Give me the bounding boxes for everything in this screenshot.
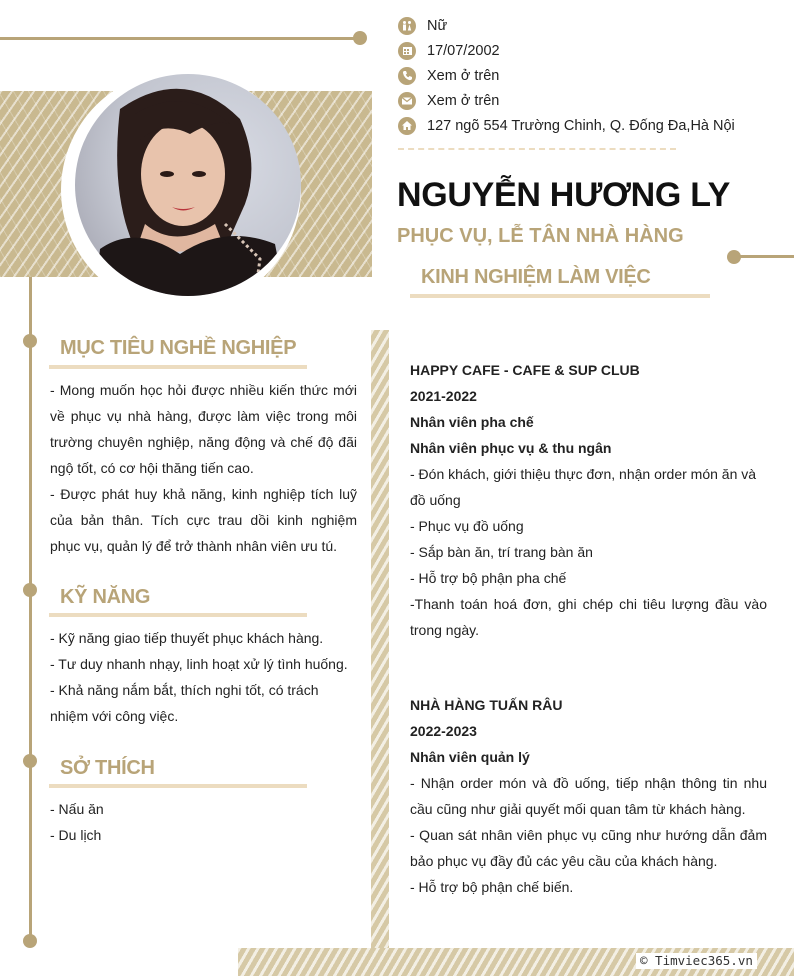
skills-title: KỸ NĂNG (60, 586, 151, 608)
job-company: HAPPY CAFE - CAFE & SUP CLUB (410, 362, 640, 378)
objective-paragraph: - Mong muốn học hỏi được nhiều kiến thức mới về phục vụ nhà hàng, được làm việc trong môi trường chuyên nghiệp, năng động và chế độ đãi ngộ tốt, có cơ hội thăng tiến cao. (50, 382, 357, 476)
hobbies-title: SỞ THÍCH (60, 757, 155, 779)
job-duty: - Phục vụ đồ uống (410, 518, 524, 534)
experience-job (410, 692, 767, 900)
top-left-rule-dot (353, 31, 367, 45)
job-duty: - Đón khách, giới thiệu thực đơn, nhận order món ăn và đồ uống (410, 466, 757, 508)
contact-dob-row (398, 38, 798, 63)
hobbies-title-underline (49, 784, 307, 788)
timeline-dot-objective (23, 334, 37, 348)
experience-title-underline (410, 294, 710, 298)
contact-phone: Xem ở trên (427, 67, 500, 84)
contact-address: 127 ngõ 554 Trường Chinh, Q. Đống Đa,Hà Nội (427, 117, 735, 134)
job-duty: - Hỗ trợ bộ phận pha chế (410, 570, 567, 586)
middle-divider-strip (371, 330, 389, 948)
skills-title-underline (49, 613, 307, 617)
top-left-rule (0, 37, 360, 40)
avatar-photo (75, 74, 301, 296)
contact-email-row (398, 88, 798, 113)
contact-dashed-divider (398, 148, 676, 150)
candidate-name: NGUYỄN HƯƠNG LY (397, 176, 730, 214)
timeline-dot-end (23, 934, 37, 948)
timeline-dot-skills (23, 583, 37, 597)
hobby-item: - Nấu ăn (50, 801, 104, 817)
experience-title: KINH NGHIỆM LÀM VIỆC (421, 266, 651, 288)
calendar-icon (398, 42, 416, 60)
job-period: 2021-2022 (410, 388, 477, 404)
job-period: 2022-2023 (410, 723, 477, 739)
home-icon (398, 117, 416, 135)
timeline-dot-hobbies (23, 754, 37, 768)
hobby-item: - Du lịch (50, 827, 102, 843)
job-duty: - Hỗ trợ bộ phận chế biến. (410, 879, 574, 895)
contact-dob: 17/07/2002 (427, 42, 500, 59)
skills-body (50, 625, 360, 729)
job-company: NHÀ HÀNG TUẤN RÂU (410, 697, 563, 713)
experience-job (410, 357, 767, 643)
objective-body (50, 377, 357, 559)
job-duty: - Nhận order món và đồ uống, tiếp nhận thông tin nhu cầu cũng như giải quyết mối quan tâm từ khách hàng. (410, 775, 767, 817)
job-duty: - Sắp bàn ăn, trí trang bàn ăn (410, 544, 593, 560)
objective-paragraph: - Được phát huy khả năng, kinh nghiệp tích luỹ của bản thân. Tích cực trau dồi kinh nghiệm phục vụ, quản lý để trở thành nhân viên ưu tú. (50, 486, 357, 554)
job-role: Nhân viên pha chế (410, 414, 534, 430)
contact-gender: Nữ (427, 17, 448, 34)
gender-icon (398, 17, 416, 35)
objective-title: MỤC TIÊU NGHỀ NGHIỆP (60, 337, 297, 359)
phone-icon (398, 67, 416, 85)
job-duty: - Quan sát nhân viên phục vụ cũng như hướng dẫn đảm bảo phục vụ đầy đủ các yêu cầu của khách hàng. (410, 827, 767, 869)
skill-item: - Khả năng nắm bắt, thích nghi tốt, có trách nhiệm với công việc. (50, 682, 319, 724)
avatar (61, 70, 301, 310)
skill-item: - Kỹ năng giao tiếp thuyết phục khách hàng. (50, 630, 324, 646)
contact-phone-row (398, 63, 798, 88)
job-duty: -Thanh toán hoá đơn, ghi chép chi tiêu lượng đầu vào trong ngày. (410, 596, 767, 638)
portrait-illustration (75, 74, 301, 296)
hobbies-body (50, 796, 350, 848)
contact-info (398, 13, 798, 138)
contact-email: Xem ở trên (427, 92, 500, 109)
job-role: Nhân viên quản lý (410, 749, 530, 765)
contact-gender-row (398, 13, 798, 38)
candidate-position: PHỤC VỤ, LỄ TÂN NHÀ HÀNG (397, 225, 684, 247)
skill-item: - Tư duy nhanh nhạy, linh hoạt xử lý tình huống. (50, 656, 348, 672)
contact-address-row (398, 113, 798, 138)
job-role: Nhân viên phục vụ & thu ngân (410, 440, 612, 456)
right-rule (736, 255, 794, 258)
objective-title-underline (49, 365, 307, 369)
mail-icon (398, 92, 416, 110)
left-timeline-line (29, 277, 32, 941)
footer-watermark: © Timviec365.vn (636, 953, 757, 969)
